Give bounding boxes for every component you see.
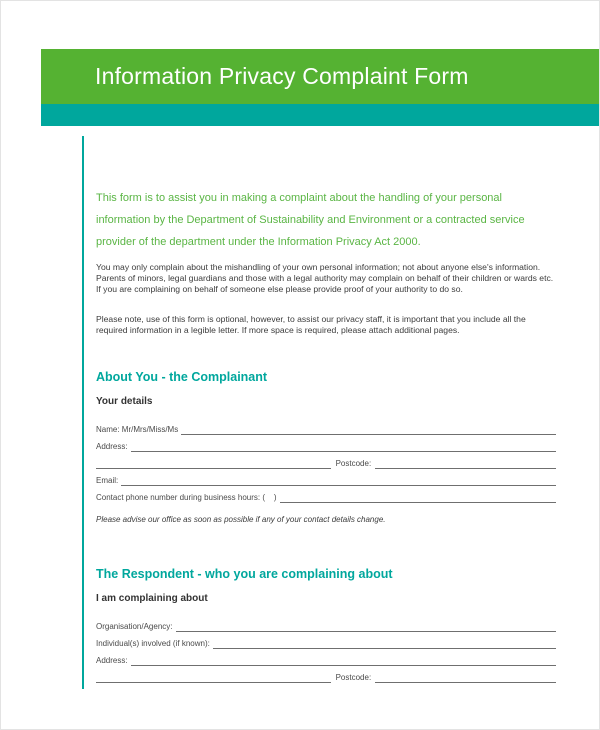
name-row [96,422,556,435]
respondent-postcode-field-line [375,669,556,683]
individuals-field-line [213,635,556,649]
individuals-row [96,636,556,649]
title-banner [41,49,599,104]
intro-optional-paragraph: Please note, use of this form is optional, however, to assist our privacy staff, it is important that you include all the required information in a legible letter. If more space is required, please attach additional pages. [96,314,526,335]
page-title: Information Privacy Complaint Form [95,63,469,89]
intro-lead-paragraph: This form is to assist you in making a complaint about the handling of your personal information by the Department of Sustainability and Environment or a contracted service provider of the department under the Information Privacy Act 2000. [96,192,525,248]
organisation-field-line [176,618,557,632]
email-field-line [121,472,556,486]
respondent-address-row [96,653,556,666]
subheading-complaining-about: I am complaining about [96,593,208,604]
section-heading-about-you: About You - the Complainant [96,370,268,384]
intro-eligibility-paragraph: You may only complain about the mishandling of your own personal information; not about anyone else's information. Parents of minors, legal guardians and those with a legal authority may complain on behalf of their children or wards etc. If you are complaining on behalf of someone else please provide proof of your authority to do so. [96,262,554,294]
section-heading-respondent: The Respondent - who you are complaining about [96,567,393,581]
organisation-row [96,619,556,632]
address-row [96,439,556,452]
email-label: Email: [96,476,119,485]
phone-label: Contact phone number during business hours: ( ) [96,493,277,502]
name-label: Name: Mr/Mrs/Miss/Ms [96,425,179,434]
postcode-field-line [375,455,556,469]
phone-field-line [280,489,556,503]
name-field-line [181,421,556,435]
phone-row [96,490,556,503]
subheading-your-details: Your details [96,396,153,407]
respondent-postcode-row [96,670,556,683]
respondent-address-continued-field-line [96,669,331,683]
contact-change-note: Please advise our office as soon as possible if any of your contact details change. [96,515,386,524]
postcode-label: Postcode: [335,459,372,468]
accent-strip [41,104,599,126]
address-continued-field-line [96,455,331,469]
email-row [96,473,556,486]
respondent-address-label: Address: [96,656,128,665]
address-postcode-row [96,456,556,469]
address-label: Address: [96,442,128,451]
respondent-address-field-line [131,652,556,666]
organisation-label: Organisation/Agency: [96,622,173,631]
respondent-postcode-label: Postcode: [335,673,372,682]
address-field-line [131,438,556,452]
individuals-label: Individual(s) involved (if known): [96,639,210,648]
left-vertical-rule [82,136,84,689]
